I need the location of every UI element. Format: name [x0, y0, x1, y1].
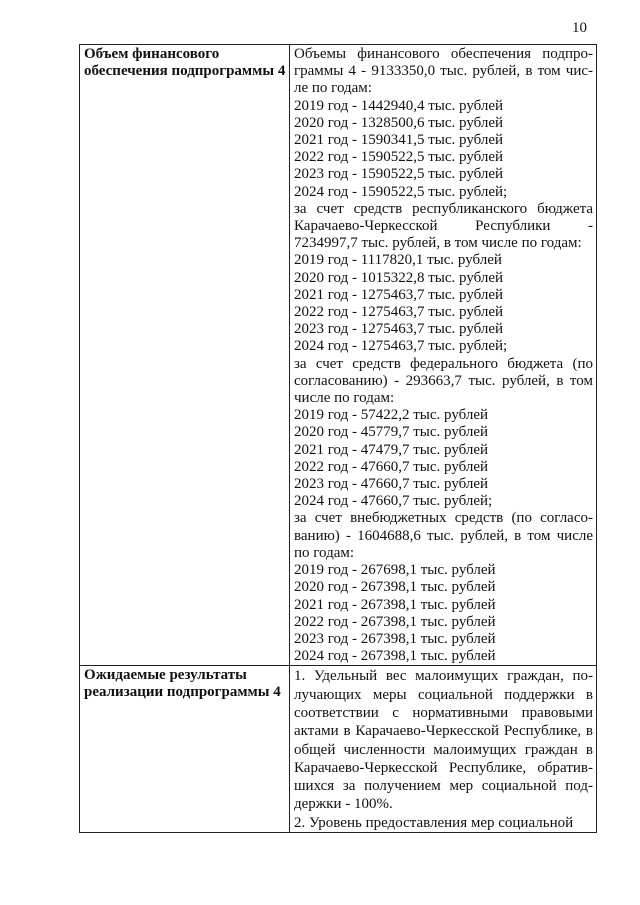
total-year-line: 2022 год - 1590522,5 тыс. рублей [294, 149, 504, 166]
extrabudget-year-line: 2020 год - 267398,1 тыс. рублей [294, 579, 496, 596]
extrabudget-year-line: 2019 год - 267698,1 тыс. рублей [294, 562, 496, 579]
row-value-expected-results [290, 666, 597, 833]
financing-intro: Объемы финансового обеспечения подпро-граммы 4 - 9133350,0 тыс. рублей, в том чис-ле по годам: [294, 46, 593, 97]
extrabudget-intro: за счет внебюджетных средств (по согласо-ванию) - 1604688,6 тыс. рублей, в том числе по годам: [294, 510, 593, 561]
total-year-line: 2021 год - 1590341,5 тыс. рублей [294, 132, 504, 149]
extrabudget-year-line: 2024 год - 267398,1 тыс. рублей [294, 648, 496, 665]
row-value-financing [290, 45, 597, 666]
republic-year-line: 2020 год - 1015322,8 тыс. рублей [294, 269, 504, 286]
republic-year-line: 2022 год - 1275463,7 тыс. рублей [294, 304, 504, 321]
result-item-2: 2. Уровень предоставления мер социальной [294, 814, 574, 831]
page-number: 10 [572, 20, 587, 36]
total-year-line: 2020 год - 1328500,6 тыс. рублей [294, 114, 504, 131]
federal-budget-intro: за счет средств федерального бюджета (по согласованию) - 293663,7 тыс. рублей, в том числе по годам: [294, 355, 593, 407]
result-item-1: 1. Удельный вес малоимущих граждан, по-лучающих меры социальной поддержки в соответствии с нормативными правовыми актами в Карачаево-Черкесской Республике, в общей численности малоимущих граждан в Карачаево-Черкесской Республике, обратив-шихся за получением мер социальной под-держки - 100%. [294, 668, 593, 813]
total-year-line: 2024 год - 1590522,5 тыс. рублей; [294, 183, 508, 200]
republic-year-line: 2021 год - 1275463,7 тыс. рублей [294, 286, 504, 303]
federal-year-line: 2019 год - 57422,2 тыс. рублей [294, 407, 489, 424]
republic-budget-intro-line-3: 7234997,7 тыс. рублей, в том числе по годам: [294, 235, 582, 252]
table-row-financing [80, 45, 597, 666]
row-label-financing: Объем финансового обеспечения подпрограммы 4 [80, 45, 290, 666]
federal-year-line: 2022 год - 47660,7 тыс. рублей [294, 458, 489, 475]
republic-year-line: 2024 год - 1275463,7 тыс. рублей; [294, 338, 508, 355]
republic-year-line: 2023 год - 1275463,7 тыс. рублей [294, 321, 504, 338]
federal-year-line: 2020 год - 45779,7 тыс. рублей [294, 424, 489, 441]
row-label-expected-results: Ожидаемые результаты реализации подпрограммы 4 [80, 666, 290, 833]
table-row-expected-results [80, 666, 597, 833]
federal-year-line: 2021 год - 47479,7 тыс. рублей [294, 441, 489, 458]
total-year-line: 2023 год - 1590522,5 тыс. рублей [294, 166, 504, 183]
extrabudget-year-line: 2022 год - 267398,1 тыс. рублей [294, 613, 496, 630]
extrabudget-year-line: 2023 год - 267398,1 тыс. рублей [294, 630, 496, 647]
republic-budget-intro-line-1: за счет средств республиканского бюджета [294, 200, 593, 217]
republic-year-line: 2019 год - 1117820,1 тыс. рублей [294, 252, 502, 269]
extrabudget-year-line: 2021 год - 267398,1 тыс. рублей [294, 596, 496, 613]
total-year-line: 2019 год - 1442940,4 тыс. рублей [294, 97, 504, 114]
republic-budget-intro-line-2: Карачаево-Черкесской Республики - [294, 218, 593, 235]
program-passport-table [79, 44, 597, 833]
federal-year-line: 2023 год - 47660,7 тыс. рублей [294, 476, 489, 493]
federal-year-line: 2024 год - 47660,7 тыс. рублей; [294, 493, 493, 510]
